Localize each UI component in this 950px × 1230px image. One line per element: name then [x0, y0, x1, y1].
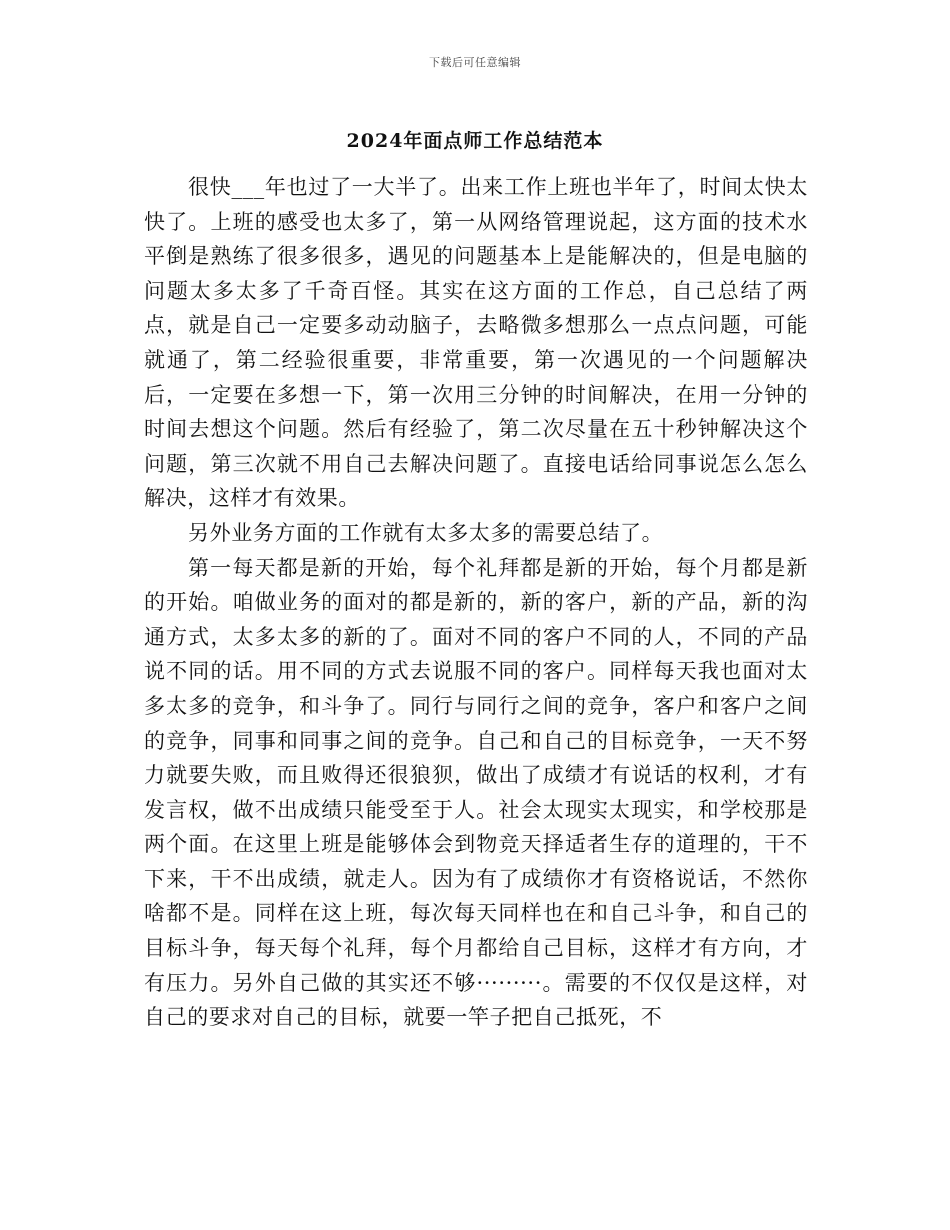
document-title: 2024年面点师工作总结范本 — [346, 130, 604, 152]
document-body — [144, 170, 808, 1035]
paragraph-1: 很快___年也过了一大半了。出来工作上班也半年了，时间太快太快了。上班的感受也太多了，第一从网络管理说起，这方面的技术水平倒是熟练了很多很多，遇见的问题基本上是能解决的，但是电脑的问题太多太多了千奇百怪。其实在这方面的工作总，自己总结了两点，就是自己一定要多动动脑子，去略微多想那么一点点问题，可能就通了，第二经验很重要，非常重要，第一次遇见的一个问题解决后，一定要在多想一下，第一次用三分钟的时间解决，在用一分钟的时间去想这个问题。然后有经验了，第二次尽量在五十秒钟解决这个问题，第三次就不用自己去解决问题了。直接电话给同事说怎么怎么解决，这样才有效果。 — [144, 175, 808, 511]
paragraph-2: 另外业务方面的工作就有太多太多的需要总结了。 — [188, 520, 664, 545]
paragraph-3: 第一每天都是新的开始，每个礼拜都是新的开始，每个月都是新的开始。咱做业务的面对的都是新的，新的客户，新的产品，新的沟通方式，太多太多的新的了。面对不同的客户不同的人，不同的产品说不同的话。用不同的方式去说服不同的客户。同样每天我也面对太多太多的竞争，和斗争了。同行与同行之间的竞争，客户和客户之间的竞争，同事和同事之间的竞争。自己和自己的目标竞争，一天不努力就要失败，而且败得还很狼狈，做出了成绩才有说话的权利，才有发言权，做不出成绩只能受至于人。社会太现实太现实，和学校那是两个面。在这里上班是能够体会到物竞天择适者生存的道理的，干不下来，干不出成绩，就走人。因为有了成绩你才有资格说话，不然你啥都不是。同样在这上班，每次每天同样也在和自己斗争，和自己的目标斗争，每天每个礼拜，每个月都给自己目标，这样才有方向，才有压力。另外自己做的其实还不够·········。需要的不仅仅是这样，对自己的要求对自己的目标，就要一竿子把自己抵死，不 — [144, 555, 808, 1030]
header-note: 下载后可任意编辑 — [429, 56, 521, 69]
